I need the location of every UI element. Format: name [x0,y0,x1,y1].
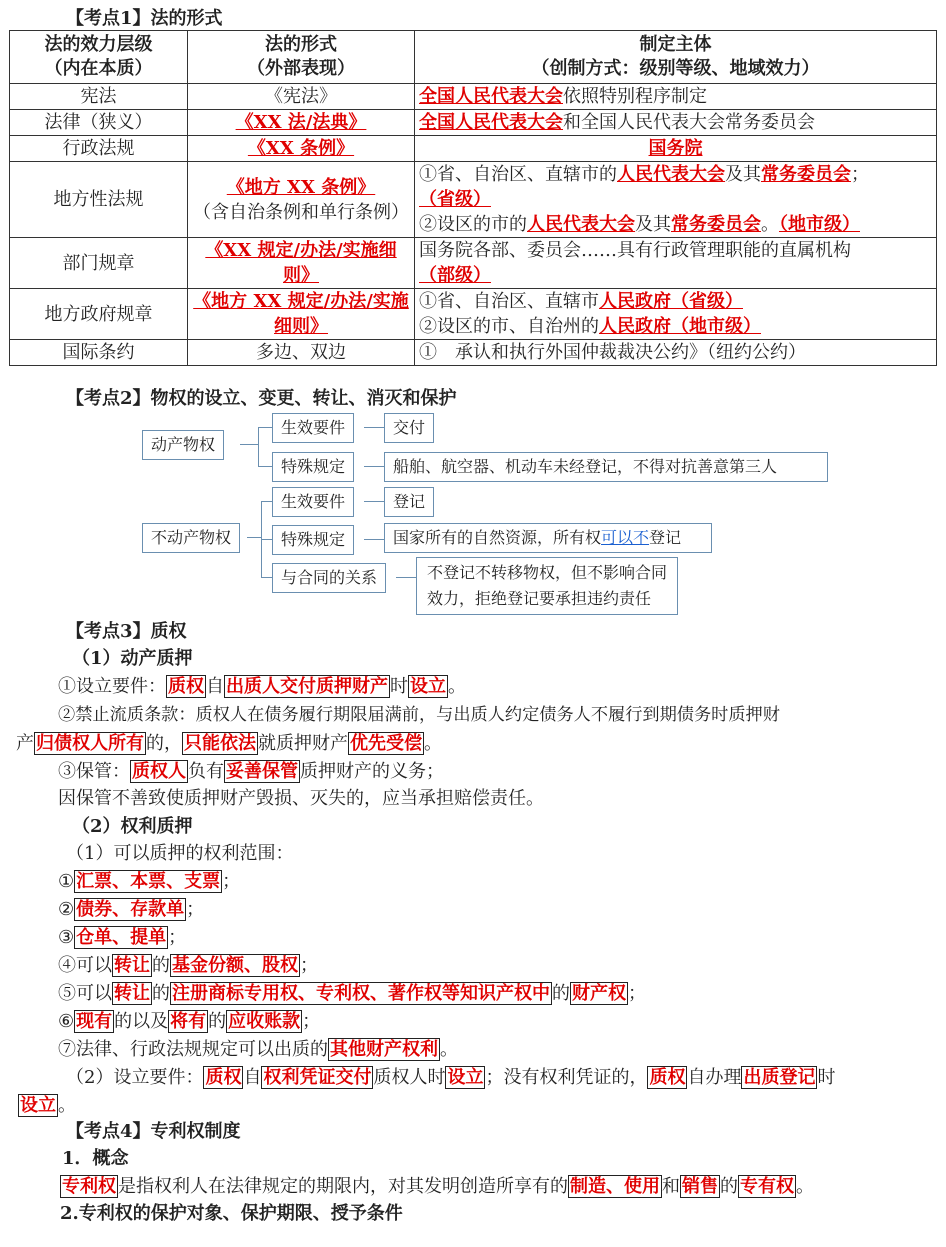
kp3-r6: ⑥ 现有 的以及 将有 的 应收账款 ； [58,1011,321,1032]
table-row [10,238,937,289]
subject-cell: 国务院 [415,136,937,162]
kp3-p1: ①设立要件： 质权 自 出质人交付质押财产 时 设立 。 [58,676,466,697]
movable-root-node: 动产物权 [142,430,224,460]
subject-cell: 全国人民代表大会和全国人民代表大会常务委员会 [415,110,937,136]
subject-cell: ① 承认和执行外国仲裁裁决公约》（纽约公约） [415,340,937,366]
level-cell: 法律（狭义） [10,110,188,136]
kp3-p4: 因保管不善致使质押财产毁损、灭失的，应当承担赔偿责任。 [58,788,544,809]
level-cell: 地方政府规章 [10,289,188,340]
table-header-row [10,31,937,84]
kp3-sub1: （1）动产质押 [72,648,193,669]
table-row [10,110,937,136]
level-cell: 地方性法规 [10,162,188,238]
header-level: 法的效力层级 （内在本质） [10,31,188,84]
kp4-s2: 2.专利权的保护对象、保护期限、授予条件 [60,1203,403,1224]
immovable-contract-value: 不登记不转移物权，但不影响合同 效力，拒绝登记要承担违约责任 [416,557,678,615]
form-cell: 《宪法》 [188,84,415,110]
form-cell: 《XX 条例》 [188,136,415,162]
immovable-effect-node: 生效要件 [272,487,354,517]
level-cell: 部门规章 [10,238,188,289]
kp3-r3: ③ 仓单、提单 ； [58,927,187,948]
form-cell: 《XX 规定/办法/实施细则》 [188,238,415,289]
subject-cell: 全国人民代表大会依照特别程序制定 [415,84,937,110]
header-subject: 制定主体 （创制方式：级别等级、地域效力） [415,31,937,84]
subject-cell: ①省、自治区、直辖市的人民代表大会及其常务委员会； （省级） ②设区的市的人民代表大会及其常务委员会。（地市级） [415,162,937,238]
movable-effect-node: 生效要件 [272,413,354,443]
kp3-r2: ② 债券、存款单 ； [58,899,205,920]
movable-effect-value: 交付 [384,413,434,443]
immovable-special-value: 国家所有的自然资源，所有权可以不登记 [384,523,712,553]
movable-special-value: 船舶、航空器、机动车未经登记，不得对抗善意第三人 [384,452,828,482]
kp3-r5: ⑤可以 转让 的 注册商标专用权、专利权、著作权等知识产权中 的 财产权 ； [58,983,646,1004]
kp3-p2-line2: 产 归债权人所有 的， 只能依法 就质押财产 优先受偿 。 [16,733,442,754]
movable-special-node: 特殊规定 [272,452,354,482]
form-cell: 《XX 法/法典》 [188,110,415,136]
table-row [10,136,937,162]
subject-cell: 国务院各部、委员会……具有行政管理职能的直属机构 （部级） [415,238,937,289]
kp2-title: 【考点2】物权的设立、变更、转让、消灭和保护 [66,388,457,409]
kp4-s1: 1．概念 [62,1148,129,1169]
immovable-effect-value: 登记 [384,487,434,517]
header-form: 法的形式 （外部表现） [188,31,415,84]
form-cell: 《地方 XX 条例》 （含自治条例和单行条例） [188,162,415,238]
kp4-title: 【考点4】专利权制度 [66,1121,241,1142]
table-row [10,162,937,238]
subject-cell: ①省、自治区、直辖市人民政府（省级） ②设区的市、自治州的人民政府（地市级） [415,289,937,340]
kp3-r4: ④可以 转让 的 基金份额、股权 ； [58,955,318,976]
kp4-p1: 专利权 是指权利人在法律规定的期限内，对其发明创造所享有的 制造、使用 和 销售 的 专有权 。 [62,1176,814,1197]
form-cell: 《地方 XX 规定/办法/实施细则》 [188,289,415,340]
level-cell: 行政法规 [10,136,188,162]
immovable-contract-node: 与合同的关系 [272,563,386,593]
kp3-r8-line2: 设立 。 [20,1095,76,1116]
immovable-special-node: 特殊规定 [272,525,354,555]
kp3-p2-line1: ②禁止流质条款：质权人在债务履行期限届满前，与出质人约定债务人不履行到期债务时质押财 [58,705,780,725]
kp1-title: 【考点1】法的形式 [66,8,223,29]
table-row [10,289,937,340]
level-cell: 国际条约 [10,340,188,366]
kp3-r7: ⑦法律、行政法规规定可以出质的 其他财产权利 。 [58,1039,458,1060]
kp3-r1: ① 汇票、本票、支票 ； [58,871,241,892]
level-cell: 宪法 [10,84,188,110]
kp3-r0: （1）可以质押的权利范围： [66,843,294,864]
kp3-title: 【考点3】质权 [66,621,187,642]
immovable-root-node: 不动产物权 [142,523,240,553]
kp3-r8-line1: （2）设立要件： 质权 自 权利凭证交付 质权人时 设立 ；没有权利凭证的， 质权 自办理 出质登记 时 [66,1067,836,1088]
kp3-p3: ③保管： 质权人 负有 妥善保管 质押财产的义务； [58,761,444,782]
table-row [10,340,937,366]
table-row [10,84,937,110]
form-cell: 多边、双边 [188,340,415,366]
kp3-sub2: （2）权利质押 [72,816,193,837]
law-forms-table [9,30,937,366]
